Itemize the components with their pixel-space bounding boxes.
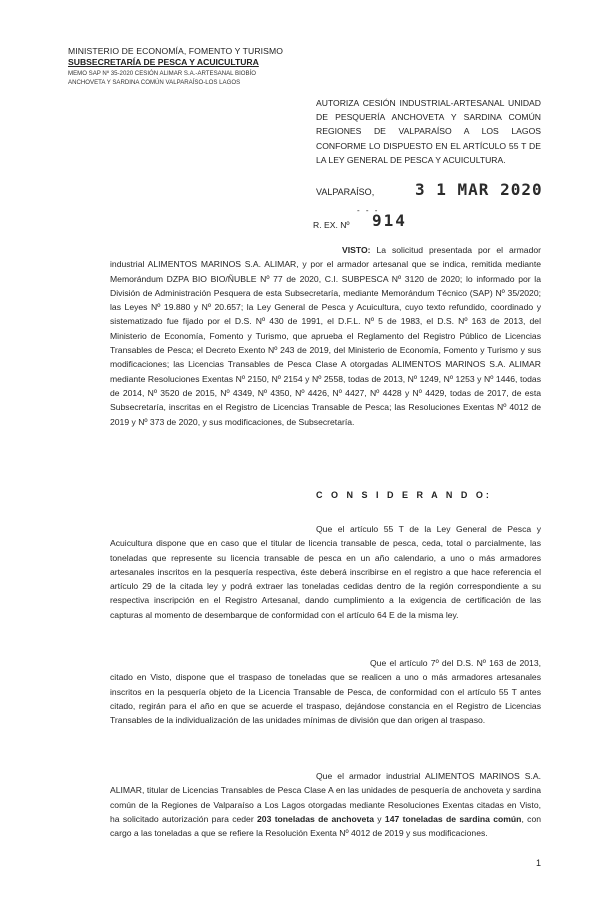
place-label: VALPARAÍSO,: [316, 187, 375, 197]
visto-paragraph: [110, 243, 541, 429]
visto-text: La solicitud presentada por el armador industrial ALIMENTOS MARINOS S.A. ALIMAR, y por el armador artesanal que se indica, remitida mediante Memorándum DZPA BIO BIO/ÑUBLE Nº 77 de 2020, C.I. SUBPESCA Nº 3120 de 2020; lo informado por la División de Administración Pesquera de esta Subsecretaría, mediante Memorándum Técnico (SAP) Nº 35/2020; las Leyes Nº 19.880 y Nº 20.657; la Ley General de Pesca y Acuicultura, cuyo texto refundido, coordinado y sistematizado fue fijado por el D.S. Nº 430 de 1991, el D.F.L. Nº 5 de 1983, el D.S. Nº 163 de 2013, del Ministerio de Economía, Fomento y Turismo, que aprueba el Reglamento del Registro Público de Licencias Transables de Pesca; el Decreto Exento Nº 243 de 2019, del Ministerio de Economía, Fomento y Turismo y sus modificaciones; las Licencias Transables de Pesca Clase A otorgadas ALIMENTOS MARINOS S.A. ALIMAR mediante Resoluciones Exentas Nº 2150, Nº 2154 y Nº 2558, todas de 2013, Nº 1249, Nº 1253 y Nº 1446, todas de 2014, Nº 3520 de 2015, Nº 4349, Nº 4350, Nº 4426, Nº 4427, Nº 4428 y Nº 4429, todas de 2017, de esta Subsecretaría, inscritas en el Registro de Licencias Transable de Pesca; las Resoluciones Exentas Nº 4012 de 2019 y Nº 373 de 2020, y sus modificaciones, de Subsecretaría.: [110, 245, 541, 427]
memo-reference: [68, 70, 308, 87]
paragraph-article-55t: [110, 522, 541, 622]
date-stamp: 3 1 MAR 2020: [415, 180, 543, 199]
paragraph-cession-request: [110, 769, 541, 840]
page-number: 1: [536, 858, 542, 868]
rex-label: R. EX. Nº: [313, 220, 350, 230]
memo-line-2: ANCHOVETA Y SARDINA COMÚN VALPARAÍSO-LOS LAGOS: [68, 78, 241, 86]
letterhead: [68, 46, 308, 87]
paragraph-article-7: [110, 656, 541, 727]
resolution-title: AUTORIZA CESIÓN INDUSTRIAL-ARTESANAL UNIDAD DE PESQUERÍA ANCHOVETA Y SARDINA COMÚN REGIONES DE VALPARAÍSO A LOS LAGOS CONFORME LO DISPUESTO EN EL ARTÍCULO 55 T DE LA LEY GENERAL DE PESCA Y ACUICULTURA.: [316, 98, 541, 165]
sardina-tonnage: 147 toneladas de sardina común: [384, 813, 522, 824]
cession-text-post: , con cargo a las toneladas a que se refiere la Resolución Exenta Nº 4012 de 2019 y sus modificaciones.: [110, 813, 542, 839]
rex-number: 914: [372, 211, 407, 230]
cession-text-pre: Que el armador industrial ALIMENTOS MARINOS S.A. ALIMAR, titular de Licencias Transables de Pesca Clase A en las unidades de pesquería de anchoveta y sardina común de la Regiones de Valparaíso a Los Lagos otorgadas mediante Resoluciones Exentas citadas en Visto, ha solicitado autorización para ceder: [110, 771, 541, 824]
considerando-heading: C O N S I D E R A N D O:: [316, 490, 492, 500]
rex-dashes: - - -: [357, 206, 380, 215]
memo-line-1: MEMO SAP Nº 35-2020 CESIÓN ALIMAR S.A.-ARTESANAL BIOBÍO: [68, 70, 257, 77]
paragraph-article-7-text: Que el artículo 7º del D.S. Nº 163 de 2013, citado en Visto, dispone que el traspaso de toneladas que se realicen a uno o más armadores artesanales inscritos en la pesquería objeto de la Licencia Transable de Pesca, de conformidad con el artículo 55 T antes citado, regirán para el año en que se acuerde el traspaso, dejándose constancia en el Registro de Licencias Transables de la individualización de las unidades mínimas de división que dan origen al traspaso.: [110, 658, 541, 726]
paragraph-article-55t-text: Que el artículo 55 T de la Ley General de Pesca y Acuicultura dispone que en caso que el titular de licencia transable de pesca, ceda, total o parcialmente, las toneladas que represente su licencia transable de pesca en un año calendario, a uno o más armadores artesanales inscritos en la pesquería respectiva, éste deberá inscribirse en el registro a que hace referencia el artículo 29 de la citada ley y podrá extraer las toneladas cedidas dentro de la región correspondiente a su respectiva inscripción en el Registro Artesanal, dando cumplimiento a la exigencia de certificación de las capturas al momento de desembarque de conformidad con el artículo 64 E de la misma ley.: [110, 524, 541, 620]
ministry-name: MINISTERIO DE ECONOMÍA, FOMENTO Y TURISMO: [68, 46, 283, 56]
anchoveta-tonnage: 203 toneladas de anchoveta: [257, 813, 374, 824]
subsecretaria-name: SUBSECRETARÍA DE PESCA Y ACUICULTURA: [68, 57, 259, 67]
visto-label: VISTO:: [342, 245, 371, 255]
cession-text-mid: y: [373, 813, 385, 824]
